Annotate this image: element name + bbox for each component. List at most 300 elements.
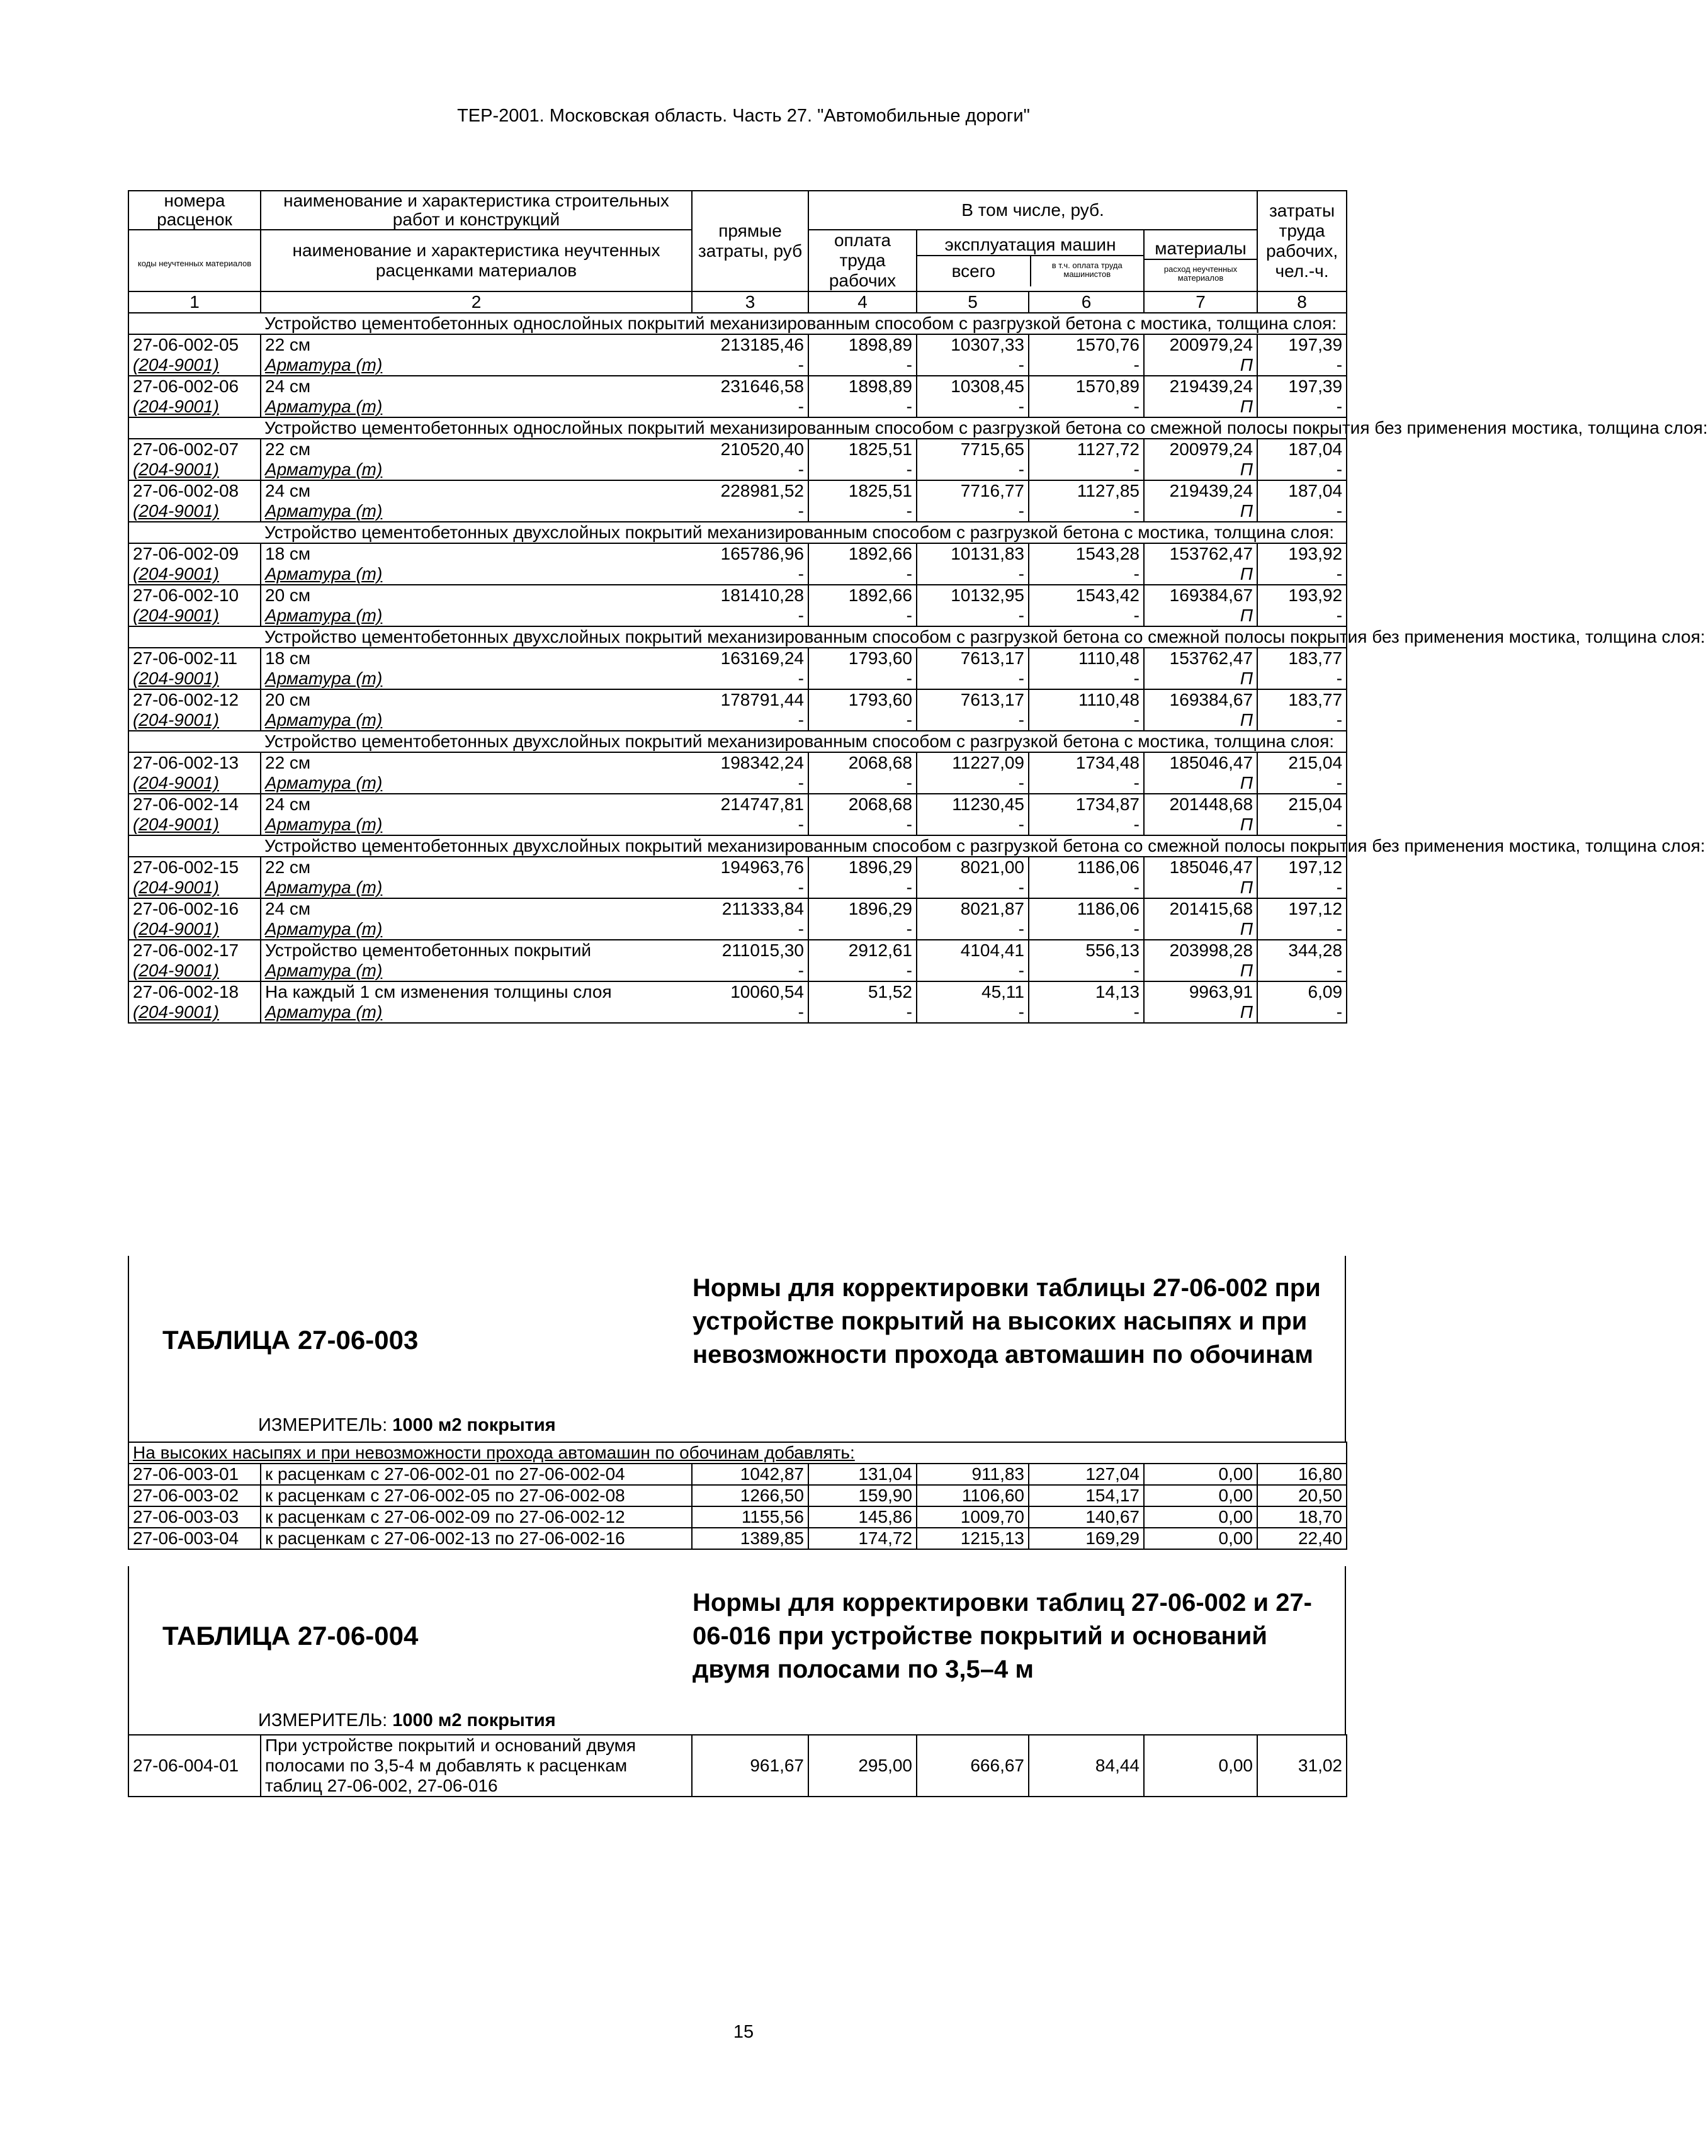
material-code: (204-9001) [128,878,261,898]
rate-value: 31,02 [1257,1735,1347,1797]
material-code: (204-9001) [128,961,261,981]
material-consumption: П [1144,669,1257,689]
material-name: Арматура (т) [261,878,692,898]
material-name: Арматура (т) [261,501,692,522]
material-value: - [808,460,917,480]
material-row [128,919,1347,940]
rate-name: На каждый 1 см изменения толщины слоя [261,981,692,1002]
material-code: (204-9001) [128,669,261,689]
material-value: - [917,501,1029,522]
rate-value: 1898,89 [808,334,917,355]
material-code: (204-9001) [128,355,261,376]
material-row [128,355,1347,376]
rate-value: 153762,47 [1144,543,1257,564]
rate-name: к расценкам с 27-06-002-05 по 27-06-002-08 [261,1485,692,1506]
material-value: - [1029,710,1144,731]
material-value: - [1257,961,1347,981]
rate-value: 4104,41 [917,940,1029,961]
material-code: (204-9001) [128,606,261,626]
material-consumption: П [1144,1002,1257,1023]
material-name: Арматура (т) [261,669,692,689]
material-value: - [1257,1002,1347,1023]
col-labor-hours-header: затраты труда рабочих, чел.-ч. [1257,191,1347,291]
material-value: - [1257,355,1347,376]
table-27-06-004-title: ТАБЛИЦА 27-06-004 [162,1621,419,1651]
rate-name: 24 см [261,376,692,397]
rate-value: 215,04 [1257,752,1347,773]
column-index-cell: 2 [261,291,692,313]
rate-row [128,1735,1347,1797]
rate-value: 84,44 [1029,1735,1144,1797]
rate-value: 7716,77 [917,480,1029,501]
material-value: - [1029,501,1144,522]
col-worker-pay-header: оплата труда рабочих [808,230,917,291]
machines-label: эксплуатация машин [917,235,1143,256]
rate-value: 174,72 [808,1528,917,1549]
material-row [128,1002,1347,1023]
section-row [128,522,1347,543]
material-value: - [1257,397,1347,417]
rate-value: 7715,65 [917,439,1029,460]
rate-name: 18 см [261,648,692,669]
material-value: - [808,397,917,417]
rate-value: 9963,91 [1144,981,1257,1002]
rate-code: 27-06-003-02 [128,1485,261,1506]
page-number: 15 [733,2022,754,2042]
rates-table-27-06-003 [128,1442,1347,1550]
measure-value: 1000 м2 покрытия [392,1415,556,1435]
column-index-cell: 4 [808,291,917,313]
machinists-pay-label: в т.ч. оплата труда машинистов [1051,261,1123,279]
rate-value: 169,29 [1029,1528,1144,1549]
table-27-06-004-measure [258,1710,556,1731]
table-27-06-004-description: Нормы для корректировки таблиц 27-06-002 и 27-06-016 при устройстве покрытий и оснований двумя полосами по 3,5–4 м [693,1589,1313,1683]
material-consumption: П [1144,606,1257,626]
material-value: - [917,961,1029,981]
rate-value: 8021,00 [917,857,1029,878]
materials-label: материалы [1145,239,1257,260]
material-name: Арматура (т) [261,961,692,981]
rate-code: 27-06-004-01 [128,1735,261,1797]
rate-value: 1127,72 [1029,439,1144,460]
rate-value: 154,17 [1029,1485,1144,1506]
rate-name: Устройство цементобетонных покрытий [261,940,692,961]
rate-value: 0,00 [1144,1735,1257,1797]
rate-code: 27-06-002-18 [128,981,261,1002]
rate-value: 1896,29 [808,898,917,919]
frame-right-line [1345,1566,1346,1734]
rate-value: 219439,24 [1144,480,1257,501]
material-value: - [917,460,1029,480]
rate-value: 1734,48 [1029,752,1144,773]
rate-code: 27-06-002-08 [128,480,261,501]
material-value: - [808,773,917,794]
rate-row [128,376,1347,397]
rate-value: 181410,28 [692,585,808,606]
rate-value: 213185,46 [692,334,808,355]
material-code: (204-9001) [128,919,261,940]
material-value: - [917,355,1029,376]
section-row [128,417,1347,439]
rate-name: 22 см [261,857,692,878]
material-value: - [808,919,917,940]
rate-value: 185046,47 [1144,752,1257,773]
rate-value: 11230,45 [917,794,1029,815]
material-value: - [1029,919,1144,940]
material-name: Арматура (т) [261,606,692,626]
rate-value: 1389,85 [692,1528,808,1549]
rate-value: 145,86 [808,1506,917,1528]
material-value: - [1029,878,1144,898]
machines-total-label: всего [917,256,1031,286]
rate-value: 0,00 [1144,1528,1257,1549]
rate-name: 22 см [261,752,692,773]
material-value: - [917,773,1029,794]
material-value: - [808,355,917,376]
material-row [128,564,1347,585]
rate-code: 27-06-002-05 [128,334,261,355]
material-value: - [1029,564,1144,585]
section-row [128,731,1347,752]
rate-value: 197,12 [1257,857,1347,878]
section-spacer [128,731,261,752]
material-row [128,815,1347,835]
rate-code: 27-06-002-06 [128,376,261,397]
rate-value: 2068,68 [808,752,917,773]
rate-value: 7613,17 [917,648,1029,669]
col-material-codes-header: коды неучтенных материалов [128,230,261,291]
rate-value: 1215,13 [917,1528,1029,1549]
rate-value: 2068,68 [808,794,917,815]
rate-value: 22,40 [1257,1528,1347,1549]
rate-row [128,334,1347,355]
material-value: - [692,355,808,376]
material-value: - [1257,710,1347,731]
material-value: - [917,397,1029,417]
rate-value: 127,04 [1029,1464,1144,1485]
rate-value: 1896,29 [808,857,917,878]
rate-value: 10132,95 [917,585,1029,606]
material-value: - [1257,460,1347,480]
rate-value: 45,11 [917,981,1029,1002]
material-value: - [917,878,1029,898]
material-row [128,397,1347,417]
material-row [128,606,1347,626]
material-name: Арматура (т) [261,773,692,794]
material-value: - [917,1002,1029,1023]
rate-value: 211333,84 [692,898,808,919]
rate-name: к расценкам с 27-06-002-01 по 27-06-002-04 [261,1464,692,1485]
rate-value: 165786,96 [692,543,808,564]
rate-value: 153762,47 [1144,648,1257,669]
rate-code: 27-06-002-07 [128,439,261,460]
material-value: - [692,397,808,417]
material-value: - [1029,815,1144,835]
material-value: - [1029,606,1144,626]
material-value: - [692,773,808,794]
rate-row [128,898,1347,919]
section-title: На высоких насыпях и при невозможности прохода автомашин по обочинам добавлять: [128,1442,1347,1464]
rate-value: 193,92 [1257,585,1347,606]
section-spacer [128,626,261,648]
section-spacer [128,417,261,439]
material-name: Арматура (т) [261,919,692,940]
rate-row [128,480,1347,501]
rate-row [128,585,1347,606]
rate-row [128,648,1347,669]
rate-code: 27-06-003-03 [128,1506,261,1528]
rate-name: 24 см [261,794,692,815]
rates-table-27-06-004 [128,1734,1347,1797]
rate-value: 169384,67 [1144,585,1257,606]
section-title: Устройство цементобетонных двухслойных покрытий механизированным способом с разгрузкой бетона с мостика, толщина слоя: [261,522,1347,543]
column-index-cell: 8 [1257,291,1347,313]
material-value: - [692,710,808,731]
rate-code: 27-06-002-09 [128,543,261,564]
col-material-name-header: наименование и характеристика неучтенных расценками материалов [261,230,692,291]
material-value: - [808,710,917,731]
rate-row [128,1464,1347,1485]
material-row [128,501,1347,522]
col-materials-header [1144,230,1257,291]
material-consumption: П [1144,564,1257,585]
column-index-row [128,291,1347,313]
material-code: (204-9001) [128,501,261,522]
rate-name: 22 см [261,334,692,355]
rate-value: 1793,60 [808,689,917,710]
rate-name-line: При устройстве покрытий и оснований двумя [265,1736,636,1755]
col-work-name-header: наименование и характеристика строительных работ и конструкций [261,191,692,230]
rate-value: 0,00 [1144,1506,1257,1528]
material-consumption: П [1144,355,1257,376]
material-consumption: П [1144,501,1257,522]
rate-row [128,543,1347,564]
material-value: - [692,460,808,480]
rate-code: 27-06-002-12 [128,689,261,710]
material-row [128,773,1347,794]
section-row [128,626,1347,648]
material-row [128,710,1347,731]
rate-name: 20 см [261,689,692,710]
table-27-06-003-description: Нормы для корректировки таблицы 27-06-002 при устройстве покрытий на высоких насыпях и при невозможности прохода автомашин по обочинам [693,1274,1321,1369]
section-row [128,313,1347,334]
rate-value: 1155,56 [692,1506,808,1528]
section-row [128,835,1347,857]
rate-value: 178791,44 [692,689,808,710]
column-index-cell: 3 [692,291,808,313]
rate-code: 27-06-003-04 [128,1528,261,1549]
rate-value: 1127,85 [1029,480,1144,501]
rate-value: 1825,51 [808,439,917,460]
material-value: - [808,878,917,898]
rate-row [128,981,1347,1002]
rate-name: 24 см [261,898,692,919]
rate-value: 194963,76 [692,857,808,878]
material-value: - [1029,397,1144,417]
material-code: (204-9001) [128,460,261,480]
material-value: - [808,606,917,626]
section-spacer [128,313,261,334]
rate-value: 163169,24 [692,648,808,669]
rate-value: 1042,87 [692,1464,808,1485]
material-value: - [917,564,1029,585]
rate-value: 10131,83 [917,543,1029,564]
rate-value: 10308,45 [917,376,1029,397]
rate-value: 1106,60 [917,1485,1029,1506]
material-value: - [917,815,1029,835]
rate-value: 201415,68 [1144,898,1257,919]
rate-row [128,857,1347,878]
rate-row [128,940,1347,961]
table-27-06-003-title: ТАБЛИЦА 27-06-003 [162,1325,419,1355]
rate-code: 27-06-002-17 [128,940,261,961]
material-code: (204-9001) [128,710,261,731]
rate-value: 1543,28 [1029,543,1144,564]
rate-value: 14,13 [1029,981,1144,1002]
material-code: (204-9001) [128,773,261,794]
col-group-header: В том числе, руб. [808,191,1257,230]
material-code: (204-9001) [128,397,261,417]
rate-value: 10060,54 [692,981,808,1002]
material-code: (204-9001) [128,815,261,835]
col-rate-number-header: номера расценок [128,191,261,230]
material-value: - [1257,606,1347,626]
rate-value: 1186,06 [1029,898,1144,919]
column-index-cell: 5 [917,291,1029,313]
material-value: - [1257,919,1347,940]
material-value: - [692,919,808,940]
section-row [128,1442,1347,1464]
rate-row [128,689,1347,710]
material-value: - [1257,773,1347,794]
material-row [128,961,1347,981]
rate-value: 131,04 [808,1464,917,1485]
material-consumption: П [1144,919,1257,940]
material-value: - [692,606,808,626]
rate-value: 193,92 [1257,543,1347,564]
rate-row [128,1506,1347,1528]
page-header: ТЕР-2001. Московская область. Часть 27. "Автомобильные дороги" [457,106,1030,126]
material-value: - [692,961,808,981]
material-value: - [808,961,917,981]
rate-code: 27-06-003-01 [128,1464,261,1485]
rate-code: 27-06-002-15 [128,857,261,878]
material-name: Арматура (т) [261,460,692,480]
rate-value: 200979,24 [1144,334,1257,355]
column-index-cell: 1 [128,291,261,313]
material-value: - [808,564,917,585]
material-value: - [692,669,808,689]
material-consumption: П [1144,710,1257,731]
section-spacer [128,522,261,543]
material-value: - [1029,669,1144,689]
material-value: - [917,710,1029,731]
rate-code: 27-06-002-13 [128,752,261,773]
material-value: - [1257,878,1347,898]
rate-value: 0,00 [1144,1464,1257,1485]
unaccounted-materials-label: расход неучтенных материалов [1163,264,1238,283]
table-27-06-003-measure [258,1415,556,1436]
rate-row [128,1528,1347,1549]
material-value: - [1257,815,1347,835]
section-title: Устройство цементобетонных двухслойных покрытий механизированным способом с разгрузкой бетона с мостика, толщина слоя: [261,731,1347,752]
rate-value: 219439,24 [1144,376,1257,397]
rate-value: 215,04 [1257,794,1347,815]
rate-value: 210520,40 [692,439,808,460]
rate-value: 187,04 [1257,480,1347,501]
rate-value: 211015,30 [692,940,808,961]
rate-name: 22 см [261,439,692,460]
rates-table-27-06-002 [128,190,1708,1024]
material-value: - [808,1002,917,1023]
rate-value: 197,39 [1257,376,1347,397]
material-consumption: П [1144,961,1257,981]
rate-value: 183,77 [1257,648,1347,669]
material-consumption: П [1144,878,1257,898]
rate-name-line: полосами по 3,5-4 м добавлять к расценкам [265,1756,628,1775]
material-value: - [917,606,1029,626]
material-name: Арматура (т) [261,397,692,417]
material-value: - [1029,355,1144,376]
rate-name: 20 см [261,585,692,606]
rate-name: 24 см [261,480,692,501]
rate-code: 27-06-002-16 [128,898,261,919]
rate-value: 1009,70 [917,1506,1029,1528]
material-value: - [1029,961,1144,981]
frame-right-line [1345,1256,1346,1442]
rate-value: 1570,76 [1029,334,1144,355]
material-value: - [808,815,917,835]
rate-name: к расценкам с 27-06-002-13 по 27-06-002-16 [261,1528,692,1549]
rate-value: 197,39 [1257,334,1347,355]
rate-row [128,1485,1347,1506]
col-machines-header [917,230,1144,291]
rate-row [128,794,1347,815]
rate-value: 201448,68 [1144,794,1257,815]
measure-label: ИЗМЕРИТЕЛЬ: [258,1415,388,1435]
rate-value: 8021,87 [917,898,1029,919]
rate-value: 0,00 [1144,1485,1257,1506]
rate-row [128,439,1347,460]
material-value: - [917,669,1029,689]
rate-value: 214747,81 [692,794,808,815]
frame-left-line [128,1566,129,1734]
rate-value: 1110,48 [1029,648,1144,669]
material-consumption: П [1144,815,1257,835]
rate-name: 18 см [261,543,692,564]
rate-code: 27-06-002-14 [128,794,261,815]
rate-value: 185046,47 [1144,857,1257,878]
measure-label: ИЗМЕРИТЕЛЬ: [258,1710,388,1730]
section-spacer [128,835,261,857]
rate-value: 198342,24 [692,752,808,773]
rate-value: 2912,61 [808,940,917,961]
material-name: Арматура (т) [261,710,692,731]
rate-value: 1734,87 [1029,794,1144,815]
material-value: - [692,815,808,835]
rate-value: 228981,52 [692,480,808,501]
rate-value: 203998,28 [1144,940,1257,961]
rate-value: 666,67 [917,1735,1029,1797]
section-title: Устройство цементобетонных однослойных покрытий механизированным способом с разгрузкой бетона со смежной полосы покрытия без применения мостика, толщина слоя: [261,417,1347,439]
material-value: - [808,669,917,689]
col-direct-costs-header: прямые затраты, руб [692,191,808,291]
material-consumption: П [1144,397,1257,417]
rate-value: 11227,09 [917,752,1029,773]
rate-value: 51,52 [808,981,917,1002]
rate-value: 1898,89 [808,376,917,397]
rate-value: 961,67 [692,1735,808,1797]
